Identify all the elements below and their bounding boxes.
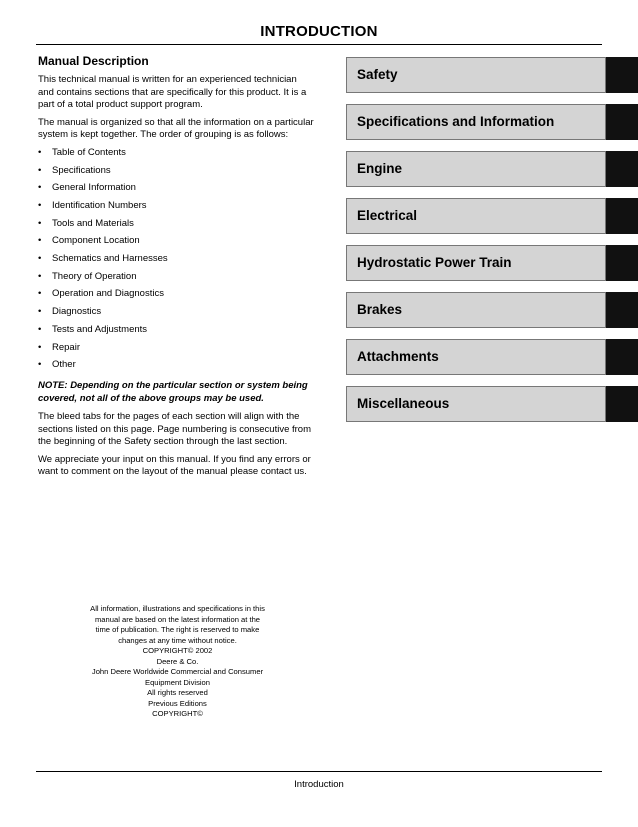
list-item-label: Table of Contents [52, 146, 126, 158]
section-tab-electrical[interactable] [346, 198, 638, 234]
list-item [38, 218, 314, 236]
tab-label: Hydrostatic Power Train [357, 255, 512, 270]
list-item-label: Component Location [52, 235, 140, 247]
list-item-label: Tools and Materials [52, 217, 134, 229]
group-list [38, 147, 314, 377]
list-item [38, 165, 314, 183]
intro-paragraph: This technical manual is written for an experienced technician and contains sections that are specifically for this product. It is a part of a total product support program. [38, 74, 307, 111]
bleed-tab [606, 198, 638, 234]
manual-description-column [38, 54, 314, 484]
bullet-icon: • [38, 235, 42, 247]
list-item [38, 359, 314, 377]
bleed-tab [606, 386, 638, 422]
bullet-icon: • [38, 359, 42, 371]
list-item [38, 182, 314, 200]
bleed-tab [606, 57, 638, 93]
note-paragraph: NOTE: Depending on the particular section or system being covered, not all of the above groups may be used. [38, 379, 308, 404]
page-title: INTRODUCTION [260, 23, 378, 40]
bleed-tab [606, 104, 638, 140]
section-tab-specifications[interactable] [346, 104, 638, 140]
list-item-label: Repair [52, 341, 80, 353]
list-item [38, 324, 314, 342]
list-item [38, 342, 314, 360]
bullet-icon: • [38, 323, 42, 335]
list-item-label: Theory of Operation [52, 270, 137, 282]
section-tab-attachments[interactable] [346, 339, 638, 375]
copyright-line: COPYRIGHT© 2002 [142, 646, 213, 655]
organization-paragraph: The manual is organized so that all the information on a particular system is kept together. The order of grouping is as follows: [38, 116, 314, 141]
list-item-label: Other [52, 359, 76, 371]
copyright-company: Deere & Co. [156, 656, 199, 666]
list-item-label: Tests and Adjustments [52, 323, 148, 335]
bullet-icon: • [38, 217, 42, 229]
section-tab-hydrostatic-power-train[interactable] [346, 245, 638, 281]
list-item-label: Specifications [52, 164, 111, 176]
copyright-previous-line: COPYRIGHT© [152, 709, 203, 718]
list-item-label: Diagnostics [52, 306, 102, 318]
list-item [38, 200, 314, 218]
section-tab-safety[interactable] [346, 57, 638, 93]
list-item [38, 147, 314, 165]
list-item [38, 288, 314, 306]
list-item [38, 253, 314, 271]
bleed-tab [606, 339, 638, 375]
list-item-label: Schematics and Harnesses [52, 253, 168, 265]
list-item [38, 271, 314, 289]
list-item [38, 306, 314, 324]
copyright-block [90, 604, 265, 720]
section-tab-miscellaneous[interactable] [346, 386, 638, 422]
footer-divider [36, 771, 602, 772]
bleed-tab [606, 292, 638, 328]
section-tab-engine[interactable] [346, 151, 638, 187]
copyright-previous-editions: Previous Editions [148, 698, 207, 708]
bleed-tab [606, 245, 638, 281]
bullet-icon: • [38, 253, 42, 265]
bullet-icon: • [38, 306, 42, 318]
copyright-notice: All information, illustrations and specifications in this manual are based on the latest information at the time of publication. The right is reserved to make changes at any time without notice. [90, 604, 265, 645]
tab-label: Specifications and Information [357, 114, 555, 129]
list-item-label: General Information [52, 182, 136, 194]
feedback-paragraph: We appreciate your input on this manual. If you find any errors or want to comment on the layout of the manual please contact us. [38, 453, 311, 478]
copyright-division: John Deere Worldwide Commercial and Consumer Equipment Division [91, 667, 264, 687]
section-heading: Manual Description [38, 54, 149, 68]
footer-text: Introduction [294, 779, 344, 790]
list-item-label: Identification Numbers [52, 200, 147, 212]
bullet-icon: • [38, 182, 42, 194]
tab-label: Miscellaneous [357, 396, 450, 411]
bullet-icon: • [38, 164, 42, 176]
bleed-tab [606, 151, 638, 187]
bullet-icon: • [38, 288, 42, 300]
section-tab-brakes[interactable] [346, 292, 638, 328]
tab-label: Brakes [357, 302, 403, 317]
tab-label: Safety [357, 67, 398, 82]
bullet-icon: • [38, 200, 42, 212]
copyright-rights: All rights reserved [147, 688, 208, 697]
title-divider [36, 44, 602, 45]
bleed-tabs-paragraph: The bleed tabs for the pages of each section will align with the sections listed on this page. Page numbering is consecutive from the beginning of the Safety section through the last section. [38, 411, 312, 448]
tab-label: Engine [357, 161, 403, 176]
list-item-label: Operation and Diagnostics [52, 288, 164, 300]
tab-label: Electrical [357, 208, 418, 223]
list-item [38, 235, 314, 253]
bullet-icon: • [38, 146, 42, 158]
bullet-icon: • [38, 270, 42, 282]
bullet-icon: • [38, 341, 42, 353]
tab-label: Attachments [357, 349, 439, 364]
